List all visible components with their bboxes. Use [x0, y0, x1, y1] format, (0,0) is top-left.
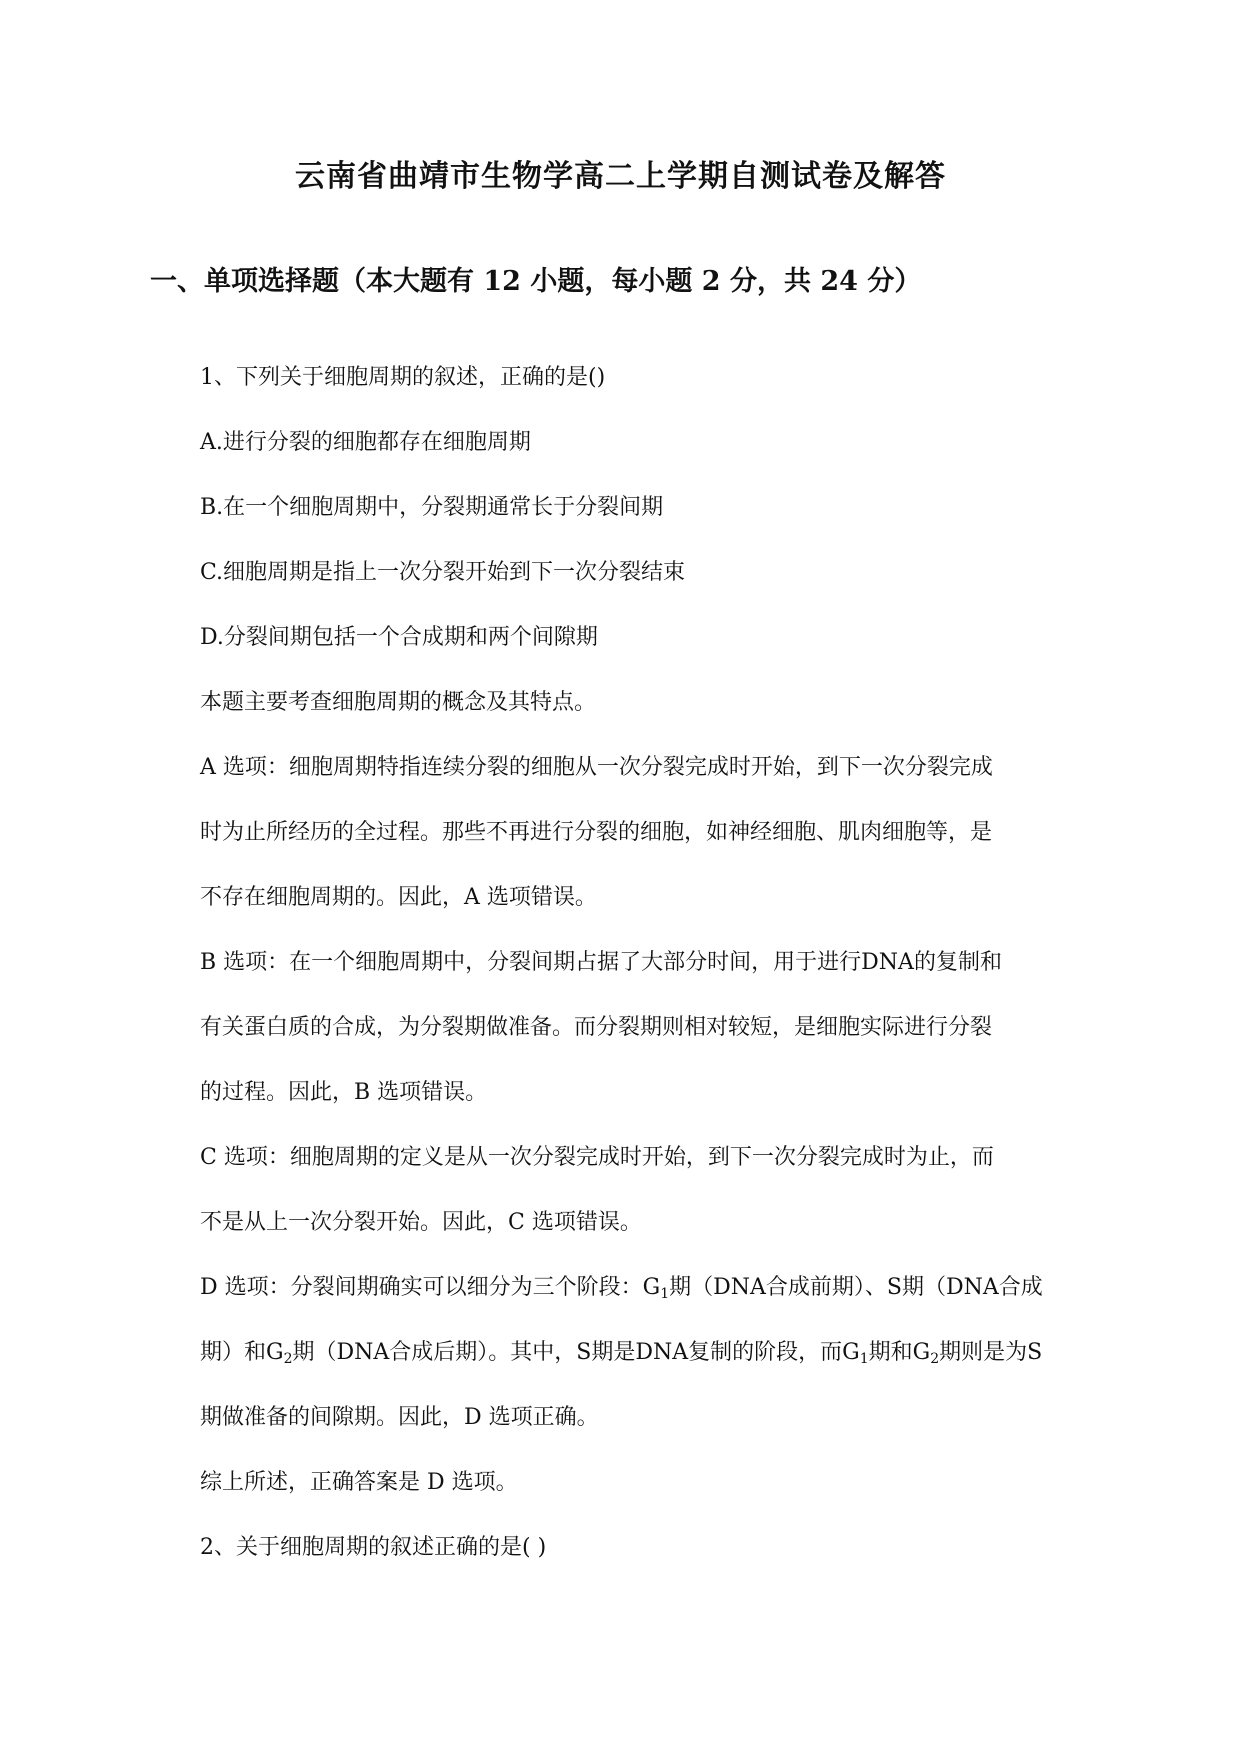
question-2-stem: 2、关于细胞周期的叙述正确的是( ) — [200, 1535, 547, 1560]
analysis-b-line: 有关蛋白质的合成，为分裂期做准备。而分裂期则相对较短，是细胞实际进行分裂 — [200, 1015, 993, 1040]
analysis-d-line — [200, 1255, 1090, 1320]
question-content — [200, 345, 1090, 1580]
analysis-d-line: 期做准备的间隙期。因此，D 选项正确。 — [200, 1405, 599, 1430]
analysis-a-line: A 选项：细胞周期特指连续分裂的细胞从一次分裂完成时开始，到下一次分裂完成 — [200, 755, 993, 780]
text-run: 期（DNA合成前期）、S期（DNA合成 — [669, 1275, 1043, 1300]
analysis-c-line: 不是从上一次分裂开始。因此，C 选项错误。 — [200, 1210, 642, 1235]
analysis-b-line: B 选项：在一个细胞周期中，分裂间期占据了大部分时间，用于进行DNA的复制和 — [200, 950, 1002, 975]
analysis-conclusion: 综上所述，正确答案是 D 选项。 — [200, 1470, 518, 1495]
question-1-option-d: D.分裂间期包括一个合成期和两个间隙期 — [200, 625, 598, 650]
subscript: 1 — [859, 1351, 869, 1367]
question-1-option-b: B.在一个细胞周期中，分裂期通常长于分裂间期 — [200, 495, 664, 520]
question-1-option-a: A.进行分裂的细胞都存在细胞周期 — [200, 430, 531, 455]
question-1-stem: 1、下列关于细胞周期的叙述，正确的是() — [200, 365, 606, 390]
document-title: 云南省曲靖市生物学高二上学期自测试卷及解答 — [295, 159, 946, 194]
text-run: 期则是为S — [939, 1340, 1043, 1365]
subscript: 2 — [283, 1351, 293, 1367]
analysis-d-line — [200, 1320, 1090, 1385]
text-run: 期（DNA合成后期）。其中，S期是DNA复制的阶段，而G — [292, 1340, 860, 1365]
subscript: 1 — [660, 1286, 670, 1302]
question-1-option-c: C.细胞周期是指上一次分裂开始到下一次分裂结束 — [200, 560, 686, 585]
analysis-intro: 本题主要考查细胞周期的概念及其特点。 — [200, 690, 597, 715]
analysis-a-line: 时为止所经历的全过程。那些不再进行分裂的细胞，如神经细胞、肌肉细胞等，是 — [200, 820, 993, 845]
analysis-c-line: C 选项：细胞周期的定义是从一次分裂完成时开始，到下一次分裂完成时为止，而 — [200, 1145, 994, 1170]
subscript: 2 — [930, 1351, 940, 1367]
analysis-a-line: 不存在细胞周期的。因此，A 选项错误。 — [200, 885, 597, 910]
section-heading: 一、单项选择题（本大题有 12 小题，每小题 2 分，共 24 分） — [150, 266, 922, 297]
analysis-b-line: 的过程。因此，B 选项错误。 — [200, 1080, 488, 1105]
text-run: D 选项：分裂间期确实可以细分为三个阶段：G — [200, 1275, 661, 1300]
text-run: 期和G — [868, 1340, 931, 1365]
text-run: 期）和G — [200, 1340, 284, 1365]
